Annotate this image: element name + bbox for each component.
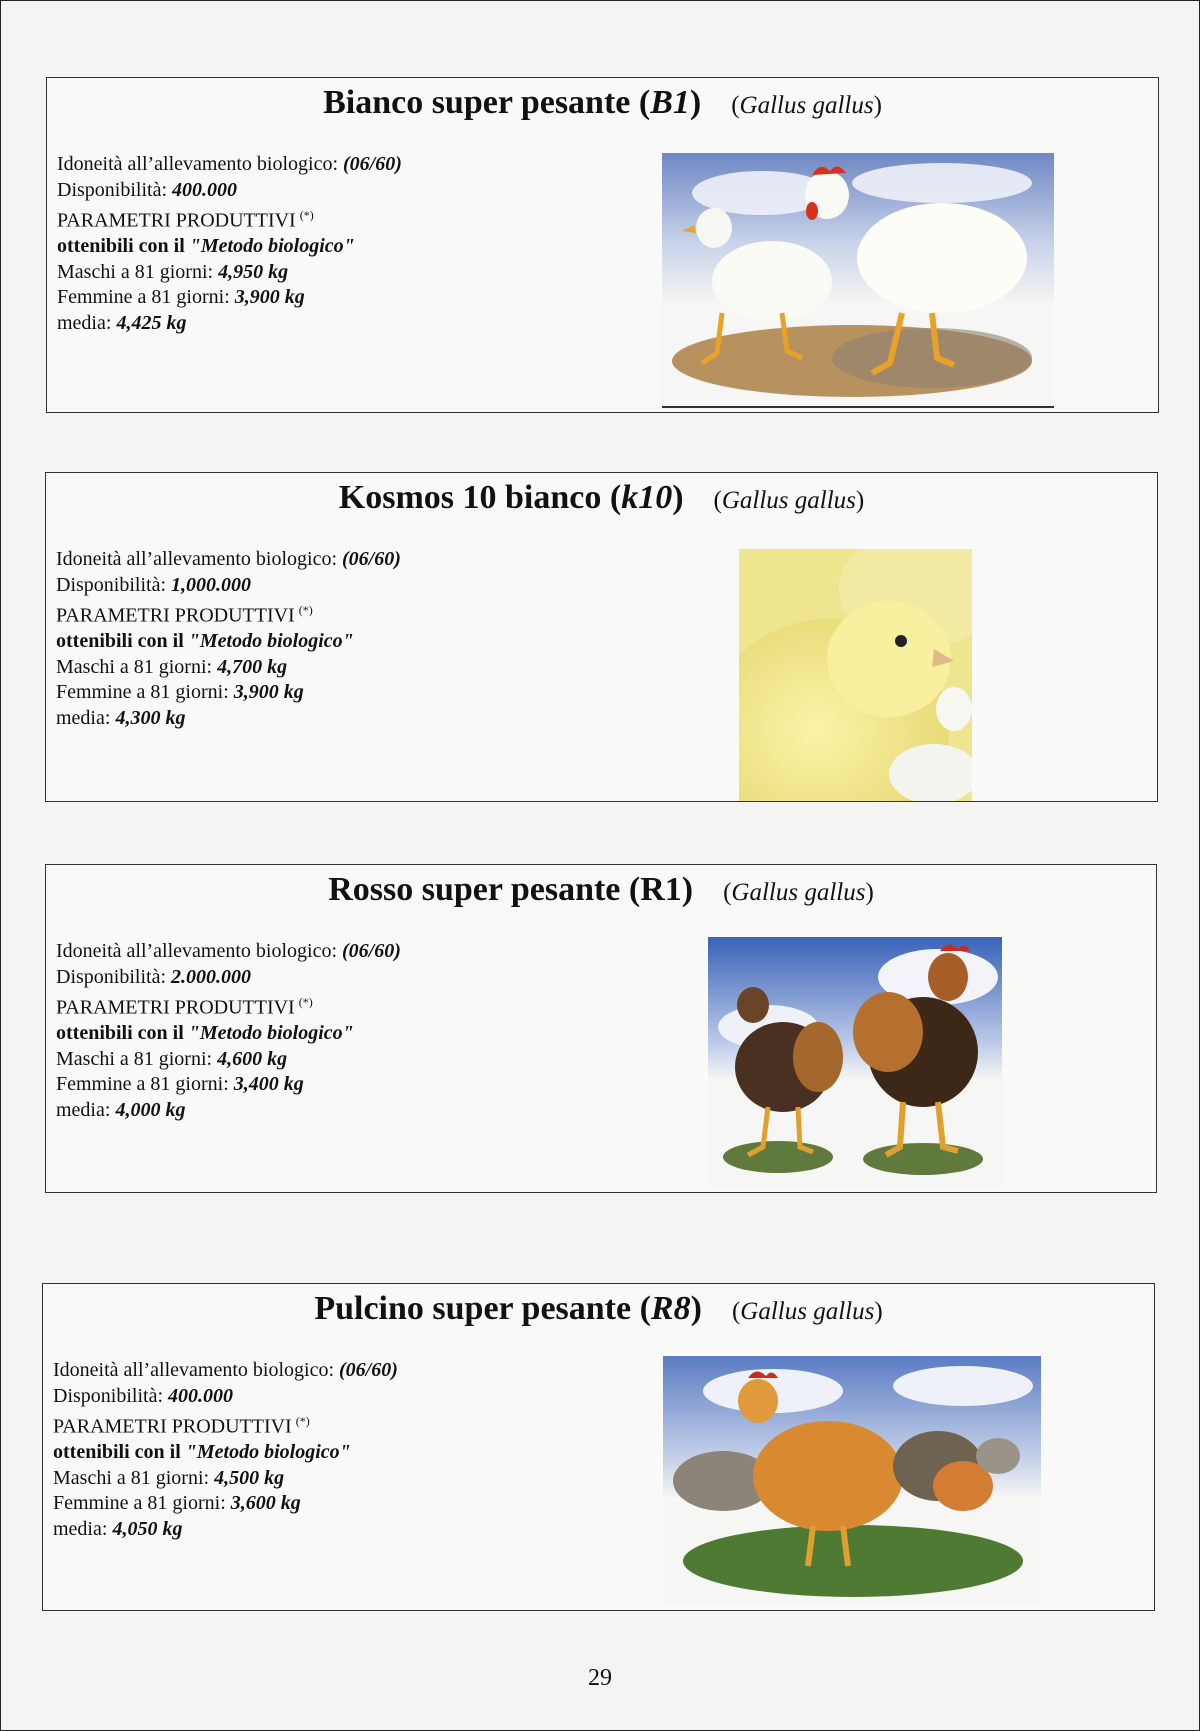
red-hens-photo <box>708 937 1002 1187</box>
average-weight: 4,425 kg <box>116 311 187 334</box>
breed-card-b1 <box>46 77 1159 413</box>
breed-card-r1 <box>45 864 1157 1193</box>
suitability-value: (06/60) <box>343 153 402 175</box>
card-title: Kosmos 10 bianco (k10) (Gallus gallus) <box>338 479 865 516</box>
breed-info: Idoneità all’allevamento biologico: (06/60) Disponibilità: 400.000 PARAMETRI PRODUTTIVI (*) ottenibili con il "Metodo biologico" Maschi a 81 giorni: 4,950 kg Femmine a 81 giorni: 3,900 kg media: 4,425 kg <box>57 153 402 334</box>
suitability-value: (06/60) <box>339 1359 398 1381</box>
males-weight: 4,950 kg <box>218 260 289 283</box>
breed-card-k10 <box>45 472 1158 802</box>
breed-name: Kosmos 10 bianco ( <box>338 479 622 516</box>
card-title: Pulcino super pesante (R8) (Gallus gallus) <box>314 1290 883 1327</box>
females-weight: 3,900 kg <box>233 681 304 704</box>
average-weight: 4,000 kg <box>115 1098 186 1121</box>
breed-name: Rosso super pesante (R1) <box>328 871 694 908</box>
species-name: Gallus gallus <box>739 92 874 119</box>
breed-info: Idoneità all’allevamento biologico: (06/60) Disponibilità: 1,000.000 PARAMETRI PRODUTTIVI (*) ottenibili con il "Metodo biologico" Maschi a 81 giorni: 4,700 kg Femmine a 81 giorni: 3,900 kg media: 4,300 kg <box>56 548 401 729</box>
breed-name: Pulcino super pesante ( <box>314 1290 651 1327</box>
yellow-chick-photo <box>739 549 972 801</box>
species-name: Gallus gallus <box>731 879 866 906</box>
breed-info: Idoneità all’allevamento biologico: (06/60) Disponibilità: 2.000.000 PARAMETRI PRODUTTIVI (*) ottenibili con il "Metodo biologico" Maschi a 81 giorni: 4,600 kg Femmine a 81 giorni: 3,400 kg media: 4,000 kg <box>56 940 401 1121</box>
females-weight: 3,400 kg <box>233 1073 304 1096</box>
males-weight: 4,700 kg <box>217 655 288 678</box>
white-hens-photo <box>662 153 1054 408</box>
card-title: Bianco super pesante (B1) (Gallus gallus) <box>323 84 882 121</box>
males-weight: 4,500 kg <box>214 1466 285 1489</box>
breed-card-r8 <box>42 1283 1155 1611</box>
species-name: Gallus gallus <box>740 1298 875 1325</box>
females-weight: 3,600 kg <box>230 1492 301 1515</box>
breed-code: B1 <box>650 84 690 121</box>
suitability-value: (06/60) <box>342 940 401 962</box>
availability-value: 400.000 <box>168 1384 233 1407</box>
breed-name: Bianco super pesante ( <box>323 84 651 121</box>
availability-value: 400.000 <box>172 178 237 201</box>
availability-value: 2.000.000 <box>171 965 251 988</box>
availability-value: 1,000.000 <box>171 573 251 596</box>
breed-info: Idoneità all’allevamento biologico: (06/60) Disponibilità: 400.000 PARAMETRI PRODUTTIVI (*) ottenibili con il "Metodo biologico" Maschi a 81 giorni: 4,500 kg Femmine a 81 giorni: 3,600 kg media: 4,050 kg <box>53 1359 398 1540</box>
males-weight: 4,600 kg <box>217 1047 288 1070</box>
females-weight: 3,900 kg <box>234 286 305 309</box>
breed-code: R8 <box>650 1290 691 1327</box>
suitability-value: (06/60) <box>342 548 401 570</box>
average-weight: 4,050 kg <box>112 1517 183 1540</box>
page-number: 29 <box>588 1665 612 1691</box>
card-title: Rosso super pesante (R1) (Gallus gallus) <box>328 871 874 908</box>
species-name: Gallus gallus <box>721 487 856 514</box>
average-weight: 4,300 kg <box>115 706 186 729</box>
mixed-hens-photo <box>663 1356 1041 1606</box>
breed-code: k10 <box>621 479 673 516</box>
